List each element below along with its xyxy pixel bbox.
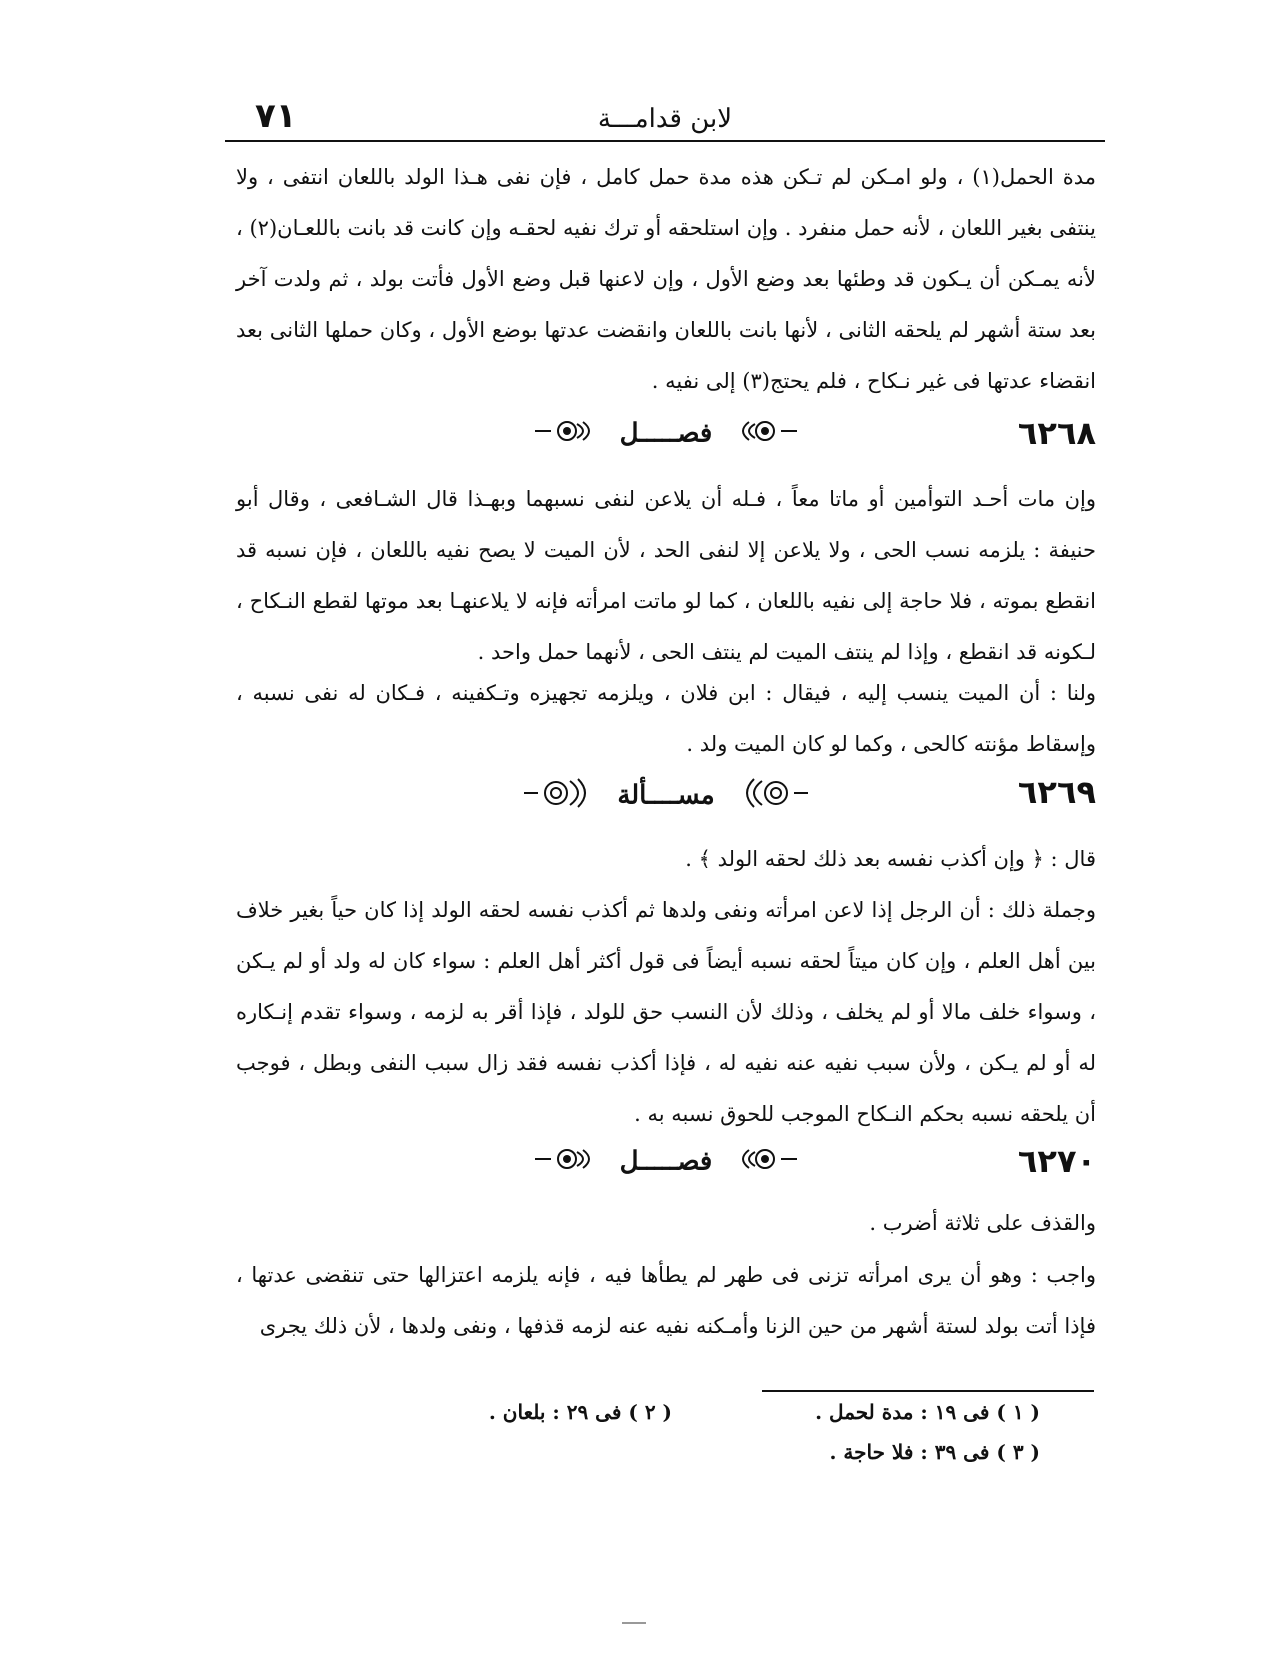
section-title: فصـــــل bbox=[619, 418, 713, 449]
section-heading-6268 bbox=[236, 412, 1096, 462]
section-title: فصـــــل bbox=[619, 1146, 713, 1177]
bottom-mark bbox=[622, 1622, 646, 1624]
header-rule bbox=[225, 140, 1105, 142]
paragraph-5: وجملة ذلك : أن الرجل إذا لاعن امرأته ونفى ولدها ثم أكذب نفسه لحقه الولد إذا كان حياً بغير خلاف بين أهل العلم ، وإن كان ميتاً لحقه نسبه أيضاً فى قول أكثر أهل العلم : سواء كان له ولد أو لم يـكن ، وسواء خلف مالا أو لم يخلف ، وذلك لأن النسب حق للولد ، فإذا أقر به لزمه ، وسواء تقدم إنـكاره له أو لم يـكن ، ولأن سبب نفيه عنه نفيه له ، فإذا أكذب نفسه فقد زال سبب النفى وبطل ، فوجب أن يلحقه نسبه بحكم النـكاح الموجب للحوق نسبه به . bbox=[236, 898, 1096, 1126]
paragraph-2: وإن مات أحـد التوأمين أو ماتا معاً ، فـله أن يلاعن لنفى نسبهما وبهـذا قال الشـافعى ، وقال أبو حنيفة : يلزمه نسب الحى ، ولا يلاعن إلا لنفى الحد ، لأن الميت لا يصح نفيه باللعان ، فإن نسبه قد انقطع بموته ، فلا حاجة إلى نفيه باللعان ، كما لو ماتت امرأته فإنه لا يلاعنهـا بعد موتها لقطع النـكاح ، لـكونه قد انقطع ، وإذا لم ينتف الميت لم ينتف الحى ، لأنهما حمل واحد . bbox=[236, 487, 1096, 664]
paragraph-4: قال : ﴿ وإن أكذب نفسه بعد ذلك لحقه الولد ﴾ . bbox=[685, 847, 1096, 871]
section-heading-6269 bbox=[236, 771, 1096, 821]
footnote-rule bbox=[762, 1390, 1094, 1392]
ornament-left-icon bbox=[522, 775, 594, 818]
section-number: ٦٢٦٩ bbox=[1017, 773, 1096, 811]
ornament-right-icon bbox=[735, 1144, 799, 1181]
section-number: ٦٢٧٠ bbox=[1017, 1142, 1096, 1180]
page-header bbox=[225, 96, 1105, 144]
footnote-2: ( ٢ ) فى ٢٩ : بلعان . bbox=[488, 1400, 672, 1424]
paragraph-1: مدة الحمل(١) ، ولو امـكن لم تـكن هذه مدة حمل كامل ، فإن نفى هـذا الولد باللعان انتفى ، ولا ينتفى بغير اللعان ، لأنه حمل منفرد . وإن استلحقه أو ترك نفيه لحقـه وإن كانت قد بانت باللعـان(٢) ، لأنه يمـكن أن يـكون قد وطئها بعد وضع الأول ، وإن لاعنها قبل وضع الأول فأتت بولد ، ثم ولدت آخر بعد ستة أشهر لم يلحقه الثانى ، لأنها بانت باللعان وانقضت عدتها بوضع الأول ، وكان حملها الثانى بعد انقضاء عدتها فى غير نـكاح ، فلم يحتج(٣) إلى نفيه . bbox=[236, 165, 1096, 393]
ornament-left-icon bbox=[533, 416, 597, 453]
ornament-left-icon bbox=[533, 1144, 597, 1181]
paragraph-6: والقذف على ثلاثة أضرب . bbox=[869, 1211, 1096, 1235]
ornament-right-icon bbox=[735, 416, 799, 453]
ornament-right-icon bbox=[738, 775, 810, 818]
section-number: ٦٢٦٨ bbox=[1017, 414, 1096, 452]
footnote-1: ( ١ ) فى ١٩ : مدة لحمل . bbox=[815, 1400, 1040, 1424]
paragraph-3: ولنا : أن الميت ينسب إليه ، فيقال : ابن فلان ، ويلزمه تجهيزه وتـكفينه ، فـكان له نفى نسبه ، وإسقاط مؤنته كالحى ، وكما لو كان الميت ولد . bbox=[236, 681, 1096, 756]
paragraph-7: واجب : وهو أن يرى امرأته تزنى فى طهر لم يطأها فيه ، فإنه يلزمه اعتزالها حتى تنقضى عدتها ، فإذا أتت بولد لستة أشهر من حين الزنا وأمـكنه نفيه عنه لزمه قذفها ، ونفى ولدها ، لأن ذلك يجرى bbox=[236, 1263, 1097, 1338]
running-head: لابن قدامـــة bbox=[597, 104, 733, 134]
section-title: مســــألة bbox=[617, 780, 715, 811]
page-number: ٧١ bbox=[255, 96, 297, 136]
footnote-3: ( ٣ ) فى ٣٩ : فلا حاجة . bbox=[829, 1440, 1040, 1464]
section-heading-6270 bbox=[236, 1140, 1096, 1190]
